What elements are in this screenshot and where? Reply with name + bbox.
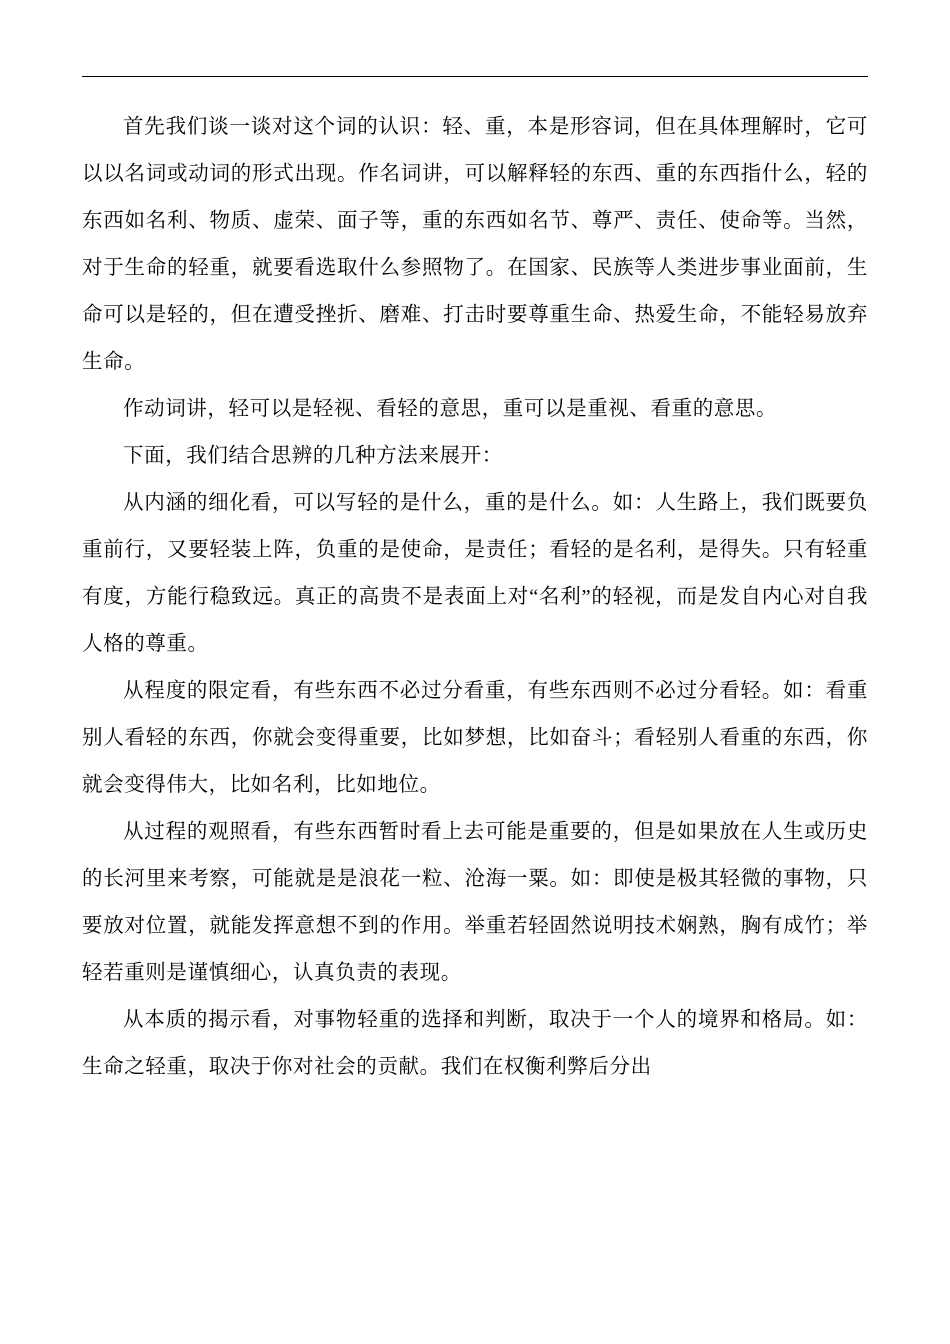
paragraph: 作动词讲，轻可以是轻视、看轻的意思，重可以是重视、看重的意思。 — [123, 398, 778, 420]
document-body — [82, 104, 868, 1091]
paragraph: 首先我们谈一谈对这个词的认识：轻、重，本是形容词，但在具体理解时，它可以以名词或动词的形式出现。作名词讲，可以解释轻的东西、重的东西指什么，轻的东西如名利、物质、虚荣、面子等，重的东西如名节、尊严、责任、使命等。当然，对于生命的轻重，就要看选取什么参照物了。在国家、民族等人类进步事业面前，生命可以是轻的，但在遭受挫折、磨难、打击时要尊重生命、热爱生命，不能轻易放弃生命。 — [82, 116, 868, 373]
paragraph: 从本质的揭示看，对事物轻重的选择和判断，取决于一个人的境界和格局。如：生命之轻重，取决于你对社会的贡献。我们在权衡利弊后分出 — [82, 1009, 868, 1078]
header-divider — [82, 76, 868, 77]
paragraph: 从内涵的细化看，可以写轻的是什么，重的是什么。如：人生路上，我们既要负重前行，又要轻装上阵，负重的是使命，是责任；看轻的是名利，是得失。只有轻重有度，方能行稳致远。真正的高贵不是表面上对“名利”的轻视，而是发自内心对自我人格的尊重。 — [82, 492, 868, 655]
paragraph: 从过程的观照看，有些东西暂时看上去可能是重要的，但是如果放在人生或历史的长河里来考察，可能就是是浪花一粒、沧海一粟。如：即使是极其轻微的事物，只要放对位置，就能发挥意想不到的作用。举重若轻固然说明技术娴熟，胸有成竹；举轻若重则是谨慎细心，认真负责的表现。 — [82, 821, 868, 984]
paragraph: 从程度的限定看，有些东西不必过分看重，有些东西则不必过分看轻。如：看重别人看轻的东西，你就会变得重要，比如梦想，比如奋斗；看轻别人看重的东西，你就会变得伟大，比如名利，比如地位。 — [82, 680, 868, 796]
paragraph: 下面，我们结合思辨的几种方法来展开： — [123, 445, 503, 467]
